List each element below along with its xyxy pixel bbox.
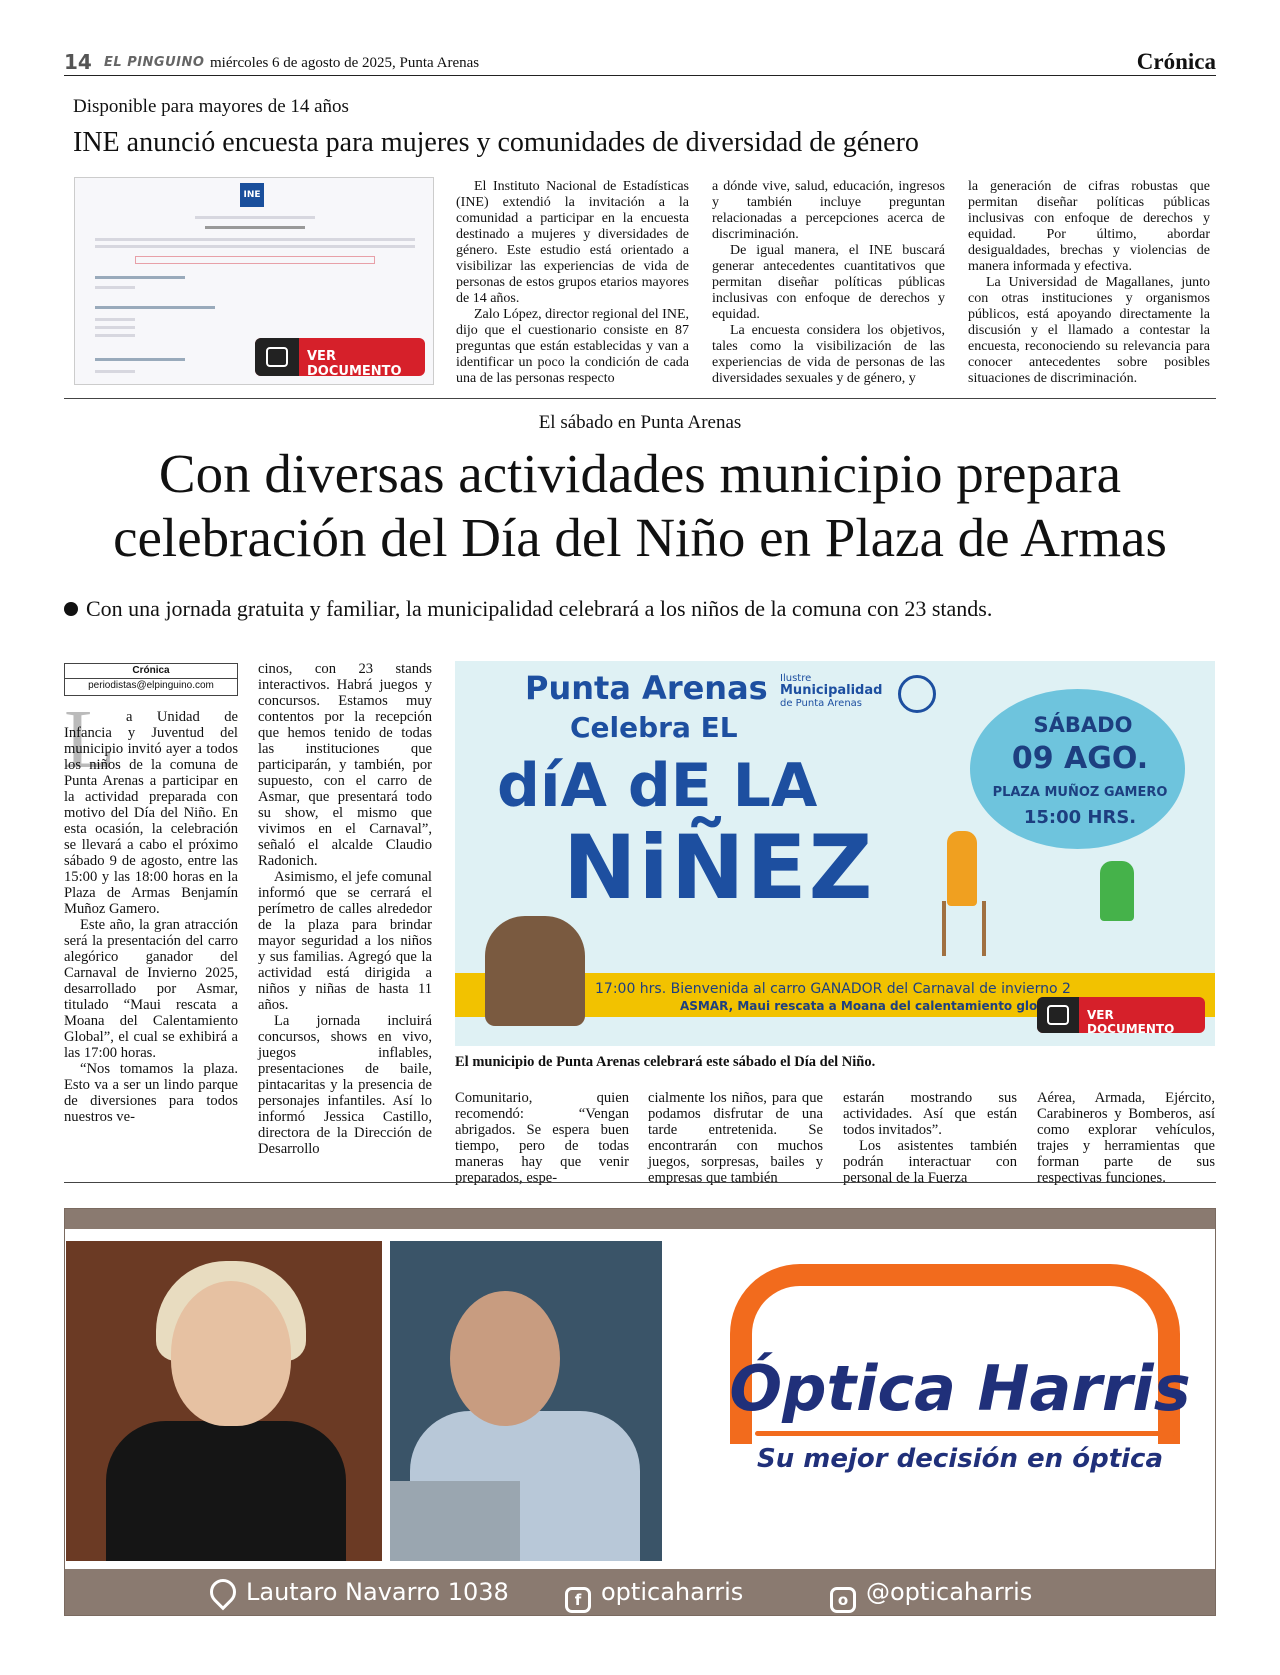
municipality-logo-text: Ilustre Municipalidad de Punta Arenas — [780, 673, 883, 709]
ine-column-2: a dónde vive, salud, educación, ingresos y también incluye preguntan relacionadas a percepciones acerca de discriminación. De igual manera, el INE buscará generar antecedentes cuantitativos que permitan diseñar políticas públicas inclusivas con enfoque de derechos y equidad. La encuesta considera los objetivos, tales como la visibilización de las experiencias de vida de personas de las diversidades sexuales y de género, y — [712, 179, 945, 386]
poster-line3: díA dE LA — [497, 751, 818, 821]
facebook-item[interactable]: f opticaharris — [565, 1578, 743, 1613]
event-poster: Punta Arenas Celebra EL díA dE LA NiÑEZ Ilustre Municipalidad de Punta Arenas SÁBADO 09 AGO. PLAZA MUÑOZ GAMERO 15:00 HRS. 17:00 hrs. Bienvenida al carro GANADOR del Carnaval de invierno 2 ASMAR, Maui rescata a Moana del calentamiento glo VER DOCUMENTO — [455, 661, 1215, 1046]
dropcap: L — [64, 693, 116, 786]
woman-with-glasses-photo — [66, 1241, 382, 1561]
document-icon — [255, 338, 299, 376]
address-item: Lautaro Navarro 1038 — [210, 1578, 509, 1606]
location-pin-icon — [205, 1574, 242, 1611]
moana-maui-illustration — [485, 916, 585, 1026]
ine-logo-icon: INE — [240, 183, 264, 207]
ad-top-band — [65, 1209, 1215, 1229]
divider — [64, 1182, 1216, 1183]
poster-caption: El municipio de Punta Arenas celebrará este sábado el Día del Niño. — [455, 1054, 876, 1070]
bullet-icon — [64, 602, 78, 616]
municipality-seal-icon — [898, 675, 936, 713]
instagram-item[interactable]: o @opticaharris — [830, 1578, 1032, 1613]
divider — [64, 398, 1216, 399]
newspaper-logo: EL PINGUINO — [104, 55, 205, 70]
child-illustration — [1100, 861, 1134, 921]
child-illustration — [947, 831, 977, 906]
facebook-icon: f — [565, 1587, 591, 1613]
nino-column-2: cinos, con 23 stands interactivos. Habrá juegos y concursos. Estamos muy contentos por la recepción que hemos tenido de todas las instituciones que participarán, y también, por supuesto, con el carro de Asmar, que presentará todo su show, el mismo que vivimos en el Carnaval”, señaló el alcalde Claudio Radonich. Asimismo, el jefe comunal informó que se cerrará el perímetro de calles alrededor de la plaza para brindar mayor seguridad a los niños y sus familias. Agregó que la actividad está dirigida a niños y niñas de hasta 11 años. La jornada incluirá concursos, shows en vivo, juegos inflables, presentaciones de baile, pintacaritas y la presencia de personajes infantiles. Así lo informó Jessica Castillo, directora de la Dirección de Desarrollo — [258, 661, 432, 1157]
nino-column-5: estarán mostrando sus actividades. Así que están todos invitados”. Los asistentes también podrán interactuar con personal de la Fuerza — [843, 1090, 1017, 1186]
section-title: Crónica — [1136, 49, 1216, 74]
nino-column-6: Aérea, Armada, Ejército, Carabineros y Bomberos, así como explorar vehículos, trajes y herramientas que forman parte de sus respectivas funciones. — [1037, 1090, 1215, 1186]
man-with-phone-photo — [390, 1241, 662, 1561]
ine-view-document-button[interactable]: VER DOCUMENTO — [255, 338, 425, 376]
page-header — [64, 50, 1216, 76]
ine-headline: INE anunció encuesta para mujeres y comunidades de diversidad de género — [73, 127, 919, 158]
brand-name: Óptica Harris — [729, 1352, 1191, 1425]
byline: Crónica periodistas@elpinguino.com — [64, 663, 238, 696]
nino-column-3: Comunitario, quien recomendó: “Vengan abrigados. Se espera buen tiempo, pero de todas maneras hay que venir preparados, espe- — [455, 1090, 629, 1186]
nino-summary: Con una jornada gratuita y familiar, la municipalidad celebrará a los niños de la comuna con 23 stands. — [64, 596, 992, 622]
brand-underline — [755, 1431, 1175, 1436]
poster-line4: NiÑEZ — [563, 816, 875, 919]
dateline: miércoles 6 de agosto de 2025, Punta Arenas — [210, 55, 480, 71]
poster-line2: Celebra EL — [570, 711, 738, 744]
ine-column-3: la generación de cifras robustas que permitan diseñar políticas públicas inclusivas con enfoque de derechos y equidad. Por último, abordar desigualdades, brechas y violencias de manera informada y efectiva. La Universidad de Magallanes, junto con otras instituciones y organismos públicos, está apoyando directamente la discusión y el llamado a contestar la encuesta, reconociendo su relevancia para conocer antecedentes sobre posibles situaciones de discriminación. — [968, 179, 1210, 386]
nino-kicker: El sábado en Punta Arenas — [538, 412, 742, 433]
ine-survey-image — [74, 177, 434, 385]
nino-headline: Con diversas actividades municipio prepara celebración del Día del Niño en Plaza de Armas — [113, 443, 1167, 568]
brand-tagline: Su mejor decisión en óptica — [756, 1444, 1163, 1474]
nino-column-4: cialmente los niños, para que podamos disfrutar de una tarde entretenida. Se encontrarán con muchos juegos, sorpresas, bailes y empresas que también — [648, 1090, 823, 1186]
optica-harris-ad[interactable] — [64, 1208, 1216, 1616]
poster-line1: Punta Arenas — [525, 669, 768, 707]
ladder-illustration — [942, 901, 986, 956]
ine-kicker: Disponible para mayores de 14 años — [73, 96, 349, 117]
instagram-icon: o — [830, 1587, 856, 1613]
poster-view-document-button[interactable]: VER DOCUMENTO — [1037, 997, 1205, 1033]
nino-column-1: a Unidad de Infancia y Juventud del municipio invitó ayer a todos los niños de la comuna de Punta Arenas a participar en la actividad preparada con motivo del Día del Niño. En esta ocasión, la celebración se llevará a cabo el próximo sábado 9 de agosto, entre las 15:00 y las 18:00 horas en la Plaza de Armas Benjamín Muñoz Gamero. Este año, la gran atracción será la presentación del carro alegórico ganador del Carnaval de Invierno 2025, desarrollado por Asmar, titulado “Maui rescata a Moana del Calentamiento Global”, el cual se exhibirá a las 17:00 horas. “Nos tomamos la plaza. Esto va a ser un lindo parque de diversiones para todos nuestros ve- — [64, 709, 238, 1125]
page-number: 14 — [64, 50, 92, 74]
ine-column-1: El Instituto Nacional de Estadísticas (INE) extendió la invitación a la comunidad a participar en la encuesta destinado a mujeres y diversidades de género. Este estudio está orientado a visibilizar las experiencias de vida de personas de estos grupos etarios mayores de 14 años. Zalo López, director regional del INE, dijo que el cuestionario consiste en 87 preguntas que están establecidas y van a identificar un poco la condición de cada una de las personas respecto — [456, 179, 689, 386]
document-icon — [1037, 997, 1079, 1033]
